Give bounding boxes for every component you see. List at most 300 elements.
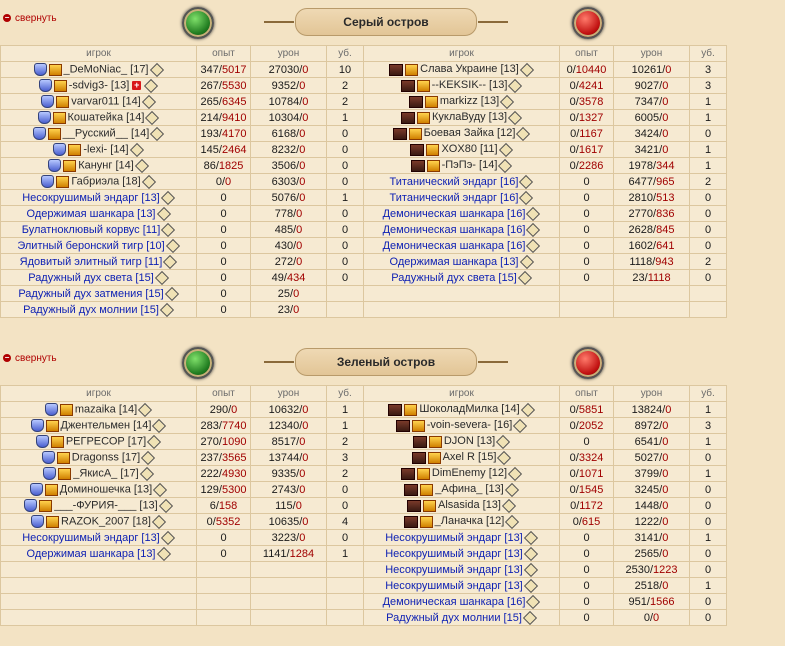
kills-cell: 1 — [690, 94, 727, 110]
clan-icon — [417, 112, 430, 124]
kills-cell: 2 — [690, 254, 727, 270]
exp-cell-value: 0 — [220, 207, 227, 220]
info-icon[interactable] — [524, 563, 538, 577]
empty-cell — [327, 562, 364, 578]
player-name[interactable]: Доминошечка [13] — [59, 483, 153, 496]
exp-cell-value: 0 — [572, 515, 579, 528]
empty-cell — [251, 594, 327, 610]
damage-cell: 3424/0 — [614, 126, 690, 142]
player-cell — [1, 514, 197, 530]
exp-cell-value: 0 — [570, 127, 577, 140]
info-icon[interactable] — [161, 531, 175, 545]
team-flag-icon — [401, 468, 415, 480]
exp-cell-value: 0 — [220, 303, 227, 316]
info-icon[interactable] — [145, 110, 159, 124]
info-icon[interactable] — [518, 271, 532, 285]
player-name[interactable]: __Русский__ [14] — [62, 127, 150, 140]
damage-cell: 13824/0 — [614, 402, 690, 418]
empty-cell — [690, 302, 727, 318]
clan-icon — [46, 420, 59, 432]
info-icon[interactable] — [159, 498, 173, 512]
table-row — [1, 514, 727, 530]
gray-island-stats-table — [0, 45, 727, 318]
exp-cell-value: 0 — [583, 531, 590, 544]
kills-cell — [327, 302, 364, 318]
info-icon[interactable] — [160, 303, 174, 317]
damage-cell: 951/1566 — [614, 594, 690, 610]
info-icon[interactable] — [520, 62, 534, 76]
info-icon[interactable] — [130, 142, 144, 156]
damage-cell-value: 2628 — [628, 223, 654, 236]
player-cell — [1, 158, 197, 174]
info-icon[interactable] — [513, 418, 527, 432]
info-icon[interactable] — [524, 531, 538, 545]
info-icon[interactable] — [498, 158, 512, 172]
damage-cell-value: 0 — [643, 611, 650, 624]
player-name[interactable]: Радужный дух молнии [15] — [386, 611, 522, 624]
exp-cell: 0/0 — [197, 174, 251, 190]
player-name[interactable]: Dragonss [17] — [71, 451, 141, 464]
info-icon[interactable] — [519, 175, 533, 189]
player-name[interactable]: -lexi- [14] — [83, 143, 129, 156]
damage-cell: 485/0 — [251, 222, 327, 238]
empty-cell — [327, 610, 364, 626]
player-name[interactable]: XOX80 [11] — [441, 143, 498, 156]
player-name[interactable]: Слава Украине [13] — [420, 63, 519, 76]
col-header-exp: опыт — [560, 386, 614, 402]
info-icon[interactable] — [150, 126, 164, 140]
section-green-island — [0, 340, 785, 382]
damage-cell: 2810/513 — [614, 190, 690, 206]
damage-cell-value: 1141 — [262, 547, 287, 560]
player-name[interactable]: RAZOK_2007 [18] — [61, 515, 151, 528]
info-icon[interactable] — [156, 547, 170, 561]
player-name[interactable]: Ядовитый элитный тигр [11] — [19, 255, 163, 268]
exp-cell-extra: 5017 — [221, 63, 247, 76]
player-cell — [1, 174, 197, 190]
info-icon[interactable] — [508, 466, 522, 480]
kills-cell: 0 — [327, 498, 364, 514]
info-icon[interactable] — [142, 94, 156, 108]
player-cell — [364, 402, 560, 418]
damage-cell-extra: 0 — [662, 419, 669, 432]
damage-cell: 2565/0 — [614, 546, 690, 562]
player-cell — [364, 434, 560, 450]
player-name[interactable]: Кошатейка [14] — [67, 111, 145, 124]
section-title: Серый остров — [295, 8, 477, 36]
damage-cell-value: 1602 — [628, 239, 654, 252]
player-name[interactable]: Демоническая шанкара [16] — [382, 595, 526, 608]
team-flag-icon — [410, 144, 424, 156]
player-name[interactable]: Боевая Зайка [12] — [423, 127, 516, 140]
info-icon[interactable] — [523, 611, 537, 625]
exp-cell-value: 0 — [583, 579, 590, 592]
player-name[interactable]: Радужный дух молнии [15] — [23, 303, 159, 316]
kills-cell: 0 — [690, 546, 727, 562]
exp-cell: 270/1090 — [197, 434, 251, 450]
player-cell — [364, 222, 560, 238]
damage-cell-value: 10632 — [268, 403, 300, 416]
empty-cell — [251, 562, 327, 578]
player-name[interactable]: Несокрушимый эндарг [13] — [385, 579, 523, 592]
damage-cell: 10261/0 — [614, 62, 690, 78]
exp-cell-extra: 2052 — [578, 419, 604, 432]
info-icon[interactable] — [498, 142, 512, 156]
alignment-shield-icon — [48, 159, 61, 172]
damage-cell: 8972/0 — [614, 418, 690, 434]
player-name[interactable]: ШоколадМилка [14] — [419, 403, 520, 416]
info-icon[interactable] — [152, 418, 166, 432]
player-cell — [364, 562, 560, 578]
damage-cell: 9352/0 — [251, 78, 327, 94]
exp-cell-extra: 1327 — [578, 111, 604, 124]
exp-cell-value: 0 — [220, 531, 227, 544]
damage-cell-extra: 0 — [293, 303, 300, 316]
player-name[interactable]: Радужный дух света [15] — [391, 271, 517, 284]
exp-cell: 265/6345 — [197, 94, 251, 110]
info-icon[interactable] — [519, 191, 533, 205]
collapse-button[interactable]: − свернуть — [4, 353, 57, 364]
damage-cell-value: 2770 — [628, 207, 654, 220]
player-name[interactable]: Одержимая шанкара [13] — [389, 255, 519, 268]
player-name[interactable]: mazaika [14] — [74, 403, 138, 416]
info-icon[interactable] — [502, 498, 516, 512]
kills-cell: 3 — [690, 62, 727, 78]
player-cell — [364, 142, 560, 158]
exp-cell: 0/4241 — [560, 78, 614, 94]
section-gray-island — [0, 0, 785, 42]
player-cell — [1, 402, 197, 418]
player-name[interactable]: Габриэла [18] — [71, 175, 141, 188]
info-icon[interactable] — [505, 482, 519, 496]
exp-cell: 347/5017 — [197, 62, 251, 78]
player-cell — [1, 254, 197, 270]
player-name[interactable]: Несокрушимый эндарг [13] — [385, 547, 523, 560]
exp-cell — [560, 254, 614, 270]
damage-cell-extra: 1284 — [289, 547, 315, 560]
exp-cell — [560, 562, 614, 578]
exp-cell-extra: 2464 — [221, 143, 247, 156]
player-name[interactable]: Булатноклювый корвус [11] — [21, 223, 161, 236]
player-cell — [364, 466, 560, 482]
damage-cell-value: 2530 — [625, 563, 650, 576]
player-name[interactable]: Axel R [15] — [442, 451, 497, 464]
col-header-exp: опыт — [197, 46, 251, 62]
exp-cell-extra: 1167 — [579, 127, 603, 140]
damage-cell-extra: 0 — [302, 451, 309, 464]
damage-cell-value: 1448 — [634, 499, 660, 512]
player-name[interactable]: Несокрушимый эндарг [13] — [385, 531, 523, 544]
exp-cell-extra: 1172 — [579, 499, 603, 512]
damage-cell-extra: 1118 — [647, 271, 671, 284]
kills-cell: 0 — [690, 610, 727, 626]
info-icon[interactable] — [149, 62, 163, 76]
exp-cell-extra: 3565 — [221, 451, 247, 464]
damage-cell-extra: 0 — [302, 111, 309, 124]
exp-cell: 222/4930 — [197, 466, 251, 482]
info-icon[interactable] — [524, 579, 538, 593]
empty-cell — [1, 562, 197, 578]
damage-cell-extra: 0 — [299, 159, 306, 172]
info-icon[interactable] — [147, 434, 161, 448]
player-cell — [364, 206, 560, 222]
damage-cell-extra: 344 — [656, 159, 675, 172]
damage-cell-extra: 0 — [299, 79, 306, 92]
table-row — [1, 578, 727, 594]
player-name[interactable]: Одержимая шанкара [13] — [26, 207, 156, 220]
section-header — [0, 340, 785, 382]
exp-cell — [197, 530, 251, 546]
damage-cell-extra: 0 — [302, 403, 309, 416]
table-row — [1, 126, 727, 142]
header-row — [1, 386, 727, 402]
damage-cell-value: 3245 — [634, 483, 660, 496]
player-name[interactable]: Элитный беронский тигр [10] — [17, 239, 165, 252]
damage-cell: 2628/845 — [614, 222, 690, 238]
empty-cell — [614, 286, 690, 302]
empty-cell — [197, 594, 251, 610]
team-flag-icon — [401, 80, 415, 92]
info-icon[interactable] — [161, 191, 175, 205]
player-name[interactable]: Радужный дух затмения [15] — [18, 287, 164, 300]
collapse-button[interactable]: − свернуть — [4, 13, 57, 24]
info-icon[interactable] — [163, 255, 177, 269]
player-name[interactable]: _ЯкисА_ [17] — [73, 467, 139, 480]
table-row — [1, 302, 727, 318]
table-row — [1, 286, 727, 302]
exp-cell: 0/5352 — [197, 514, 251, 530]
damage-cell-extra: 0 — [662, 499, 669, 512]
exp-cell-value: 0 — [569, 467, 576, 480]
info-icon[interactable] — [508, 110, 522, 124]
damage-cell-value: 8972 — [634, 419, 660, 432]
damage-cell-value: 2518 — [634, 579, 660, 592]
player-name[interactable]: Демоническая шанкара [16] — [382, 239, 526, 252]
damage-cell-value: 1118 — [629, 255, 653, 268]
exp-cell-value: 0 — [566, 63, 573, 76]
info-icon[interactable] — [505, 514, 519, 528]
info-icon[interactable] — [144, 78, 158, 92]
damage-cell-extra: 0 — [662, 483, 669, 496]
player-name[interactable]: Несокрушимый эндарг [13] — [22, 531, 160, 544]
damage-cell-extra: 0 — [662, 143, 669, 156]
col-header-kills: уб. — [690, 386, 727, 402]
player-name[interactable]: markizz [13] — [439, 95, 500, 108]
damage-cell-value: 10261 — [631, 63, 663, 76]
table-row — [1, 610, 727, 626]
empty-cell — [1, 594, 197, 610]
damage-cell-value: 12340 — [268, 419, 300, 432]
damage-cell: 3506/0 — [251, 158, 327, 174]
info-icon[interactable] — [519, 255, 533, 269]
exp-cell — [560, 594, 614, 610]
player-name[interactable]: -sdvig3- [13] — [68, 79, 130, 92]
info-icon[interactable] — [161, 223, 175, 237]
kills-cell: 4 — [327, 514, 364, 530]
damage-cell: 12340/0 — [251, 418, 327, 434]
player-name[interactable]: Alsasida [13] — [438, 499, 501, 512]
damage-cell: 430/0 — [251, 238, 327, 254]
info-icon[interactable] — [153, 482, 167, 496]
table-row — [1, 190, 727, 206]
exp-cell: 0/1617 — [560, 142, 614, 158]
team-flag-icon — [413, 436, 427, 448]
exp-cell-value: 0 — [583, 223, 590, 236]
info-icon[interactable] — [166, 239, 180, 253]
player-name[interactable]: Одержимая шанкара [13] — [26, 547, 156, 560]
player-name[interactable]: -ПэПэ- [14] — [441, 159, 498, 172]
damage-cell-value: 9352 — [271, 79, 297, 92]
damage-cell: 2530/1223 — [614, 562, 690, 578]
empty-cell — [560, 286, 614, 302]
red-team-emblem-icon — [572, 347, 604, 379]
damage-cell-extra: 0 — [299, 143, 306, 156]
player-name[interactable]: ___-ФУРИЯ-___ [13] — [54, 499, 158, 512]
info-icon[interactable] — [138, 402, 152, 416]
table-row — [1, 62, 727, 78]
col-header-kills: уб. — [327, 386, 364, 402]
info-icon[interactable] — [142, 174, 156, 188]
kills-cell: 2 — [690, 174, 727, 190]
damage-cell-extra: 0 — [296, 223, 303, 236]
info-icon[interactable] — [516, 126, 530, 140]
damage-cell-extra: 0 — [299, 435, 306, 448]
player-name[interactable]: _DeMoNiac_ [17] — [63, 63, 149, 76]
exp-cell-value: 283 — [200, 419, 219, 432]
exp-cell — [560, 434, 614, 450]
player-name[interactable]: Несокрушимый эндарг [13] — [385, 563, 523, 576]
damage-cell-value: 8232 — [271, 143, 297, 156]
empty-cell — [1, 610, 197, 626]
player-name[interactable]: Джентельмен [14] — [60, 419, 152, 432]
player-name[interactable]: Титанический эндарг [16] — [389, 191, 519, 204]
damage-cell: 10632/0 — [251, 402, 327, 418]
info-icon[interactable] — [500, 94, 514, 108]
player-cell — [364, 62, 560, 78]
player-cell — [364, 254, 560, 270]
damage-cell-extra: 513 — [656, 191, 675, 204]
kills-cell: 1 — [690, 578, 727, 594]
player-name[interactable]: РЕГРЕСОР [17] — [65, 435, 147, 448]
player-name[interactable]: _Афина_ [13] — [435, 483, 504, 496]
exp-cell-value: 0 — [569, 403, 576, 416]
info-icon[interactable] — [521, 402, 535, 416]
empty-cell — [364, 286, 560, 302]
damage-cell: 23/1118 — [614, 270, 690, 286]
info-icon[interactable] — [526, 223, 540, 237]
exp-cell-value: 0 — [569, 79, 576, 92]
table-row — [1, 402, 727, 418]
damage-cell: 1448/0 — [614, 498, 690, 514]
info-icon[interactable] — [526, 595, 540, 609]
exp-cell-extra: 4241 — [578, 79, 604, 92]
kills-cell: 0 — [327, 222, 364, 238]
info-icon[interactable] — [524, 547, 538, 561]
kills-cell: 0 — [690, 190, 727, 206]
damage-cell-extra: 1223 — [653, 563, 678, 576]
player-name[interactable]: varvar011 [14] — [71, 95, 141, 108]
damage-cell: 6005/0 — [614, 110, 690, 126]
team-flag-icon — [404, 516, 418, 528]
col-header-dmg: урон — [251, 386, 327, 402]
player-name[interactable]: --KEKSIK-- [13] — [431, 79, 508, 92]
player-cell — [1, 450, 197, 466]
exp-cell: 0/10440 — [560, 62, 614, 78]
info-icon[interactable] — [156, 207, 170, 221]
player-name[interactable]: Титанический эндарг [16] — [389, 175, 519, 188]
exp-cell-extra: 5851 — [578, 403, 604, 416]
alignment-shield-icon — [30, 483, 43, 496]
damage-cell-extra: 0 — [302, 515, 309, 528]
damage-cell-value: 6005 — [634, 111, 660, 124]
info-icon[interactable] — [496, 434, 510, 448]
team-flag-icon — [388, 404, 402, 416]
exp-cell-extra: 10440 — [575, 63, 607, 76]
damage-cell-extra: 0 — [302, 63, 309, 76]
damage-cell: 7347/0 — [614, 94, 690, 110]
player-name[interactable]: Демоническая шанкара [16] — [382, 223, 526, 236]
info-icon[interactable] — [165, 287, 179, 301]
info-icon[interactable] — [141, 450, 155, 464]
clan-icon — [46, 516, 59, 528]
alignment-shield-icon — [33, 127, 46, 140]
exp-cell: 129/5300 — [197, 482, 251, 498]
player-name[interactable]: _Ланачка [12] — [434, 515, 505, 528]
player-name[interactable]: КуклаВуду [13] — [431, 111, 508, 124]
info-icon[interactable] — [140, 466, 154, 480]
damage-cell-value: 23 — [277, 303, 291, 316]
table-row — [1, 546, 727, 562]
exp-cell-extra: 1090 — [221, 435, 247, 448]
damage-cell-value: 3421 — [634, 143, 660, 156]
info-icon[interactable] — [152, 514, 166, 528]
player-cell — [364, 546, 560, 562]
exp-cell: 267/5530 — [197, 78, 251, 94]
player-cell — [364, 174, 560, 190]
player-name[interactable]: Несокрушимый эндарг [13] — [22, 191, 160, 204]
player-name[interactable]: Демоническая шанкара [16] — [382, 207, 526, 220]
damage-cell-extra: 0 — [662, 127, 669, 140]
player-name[interactable]: Радужный дух света [15] — [28, 271, 154, 284]
player-cell — [364, 610, 560, 626]
kills-cell: 1 — [690, 434, 727, 450]
damage-cell-value: 115 — [275, 499, 293, 512]
player-name[interactable]: Канунг [14] — [78, 159, 134, 172]
player-name[interactable]: -voin-severa- [16] — [426, 419, 513, 432]
alignment-shield-icon — [43, 467, 56, 480]
clan-icon — [48, 128, 61, 140]
player-cell — [1, 94, 197, 110]
exp-cell: 237/3565 — [197, 450, 251, 466]
team-flag-icon — [404, 484, 418, 496]
info-icon[interactable] — [497, 450, 511, 464]
info-icon[interactable] — [155, 271, 169, 285]
exp-cell-value: 0 — [583, 191, 590, 204]
info-icon[interactable] — [526, 239, 540, 253]
exp-cell — [197, 546, 251, 562]
player-name[interactable]: DJON [13] — [443, 435, 496, 448]
damage-cell-value: 1978 — [628, 159, 654, 172]
damage-cell: 3421/0 — [614, 142, 690, 158]
damage-cell-extra: 0 — [299, 191, 306, 204]
clan-icon — [56, 176, 69, 188]
info-icon[interactable] — [526, 207, 540, 221]
info-icon[interactable] — [135, 158, 149, 172]
player-cell — [364, 126, 560, 142]
empty-cell — [690, 286, 727, 302]
player-name[interactable]: DimEnemy [12] — [431, 467, 508, 480]
info-icon[interactable] — [508, 78, 522, 92]
